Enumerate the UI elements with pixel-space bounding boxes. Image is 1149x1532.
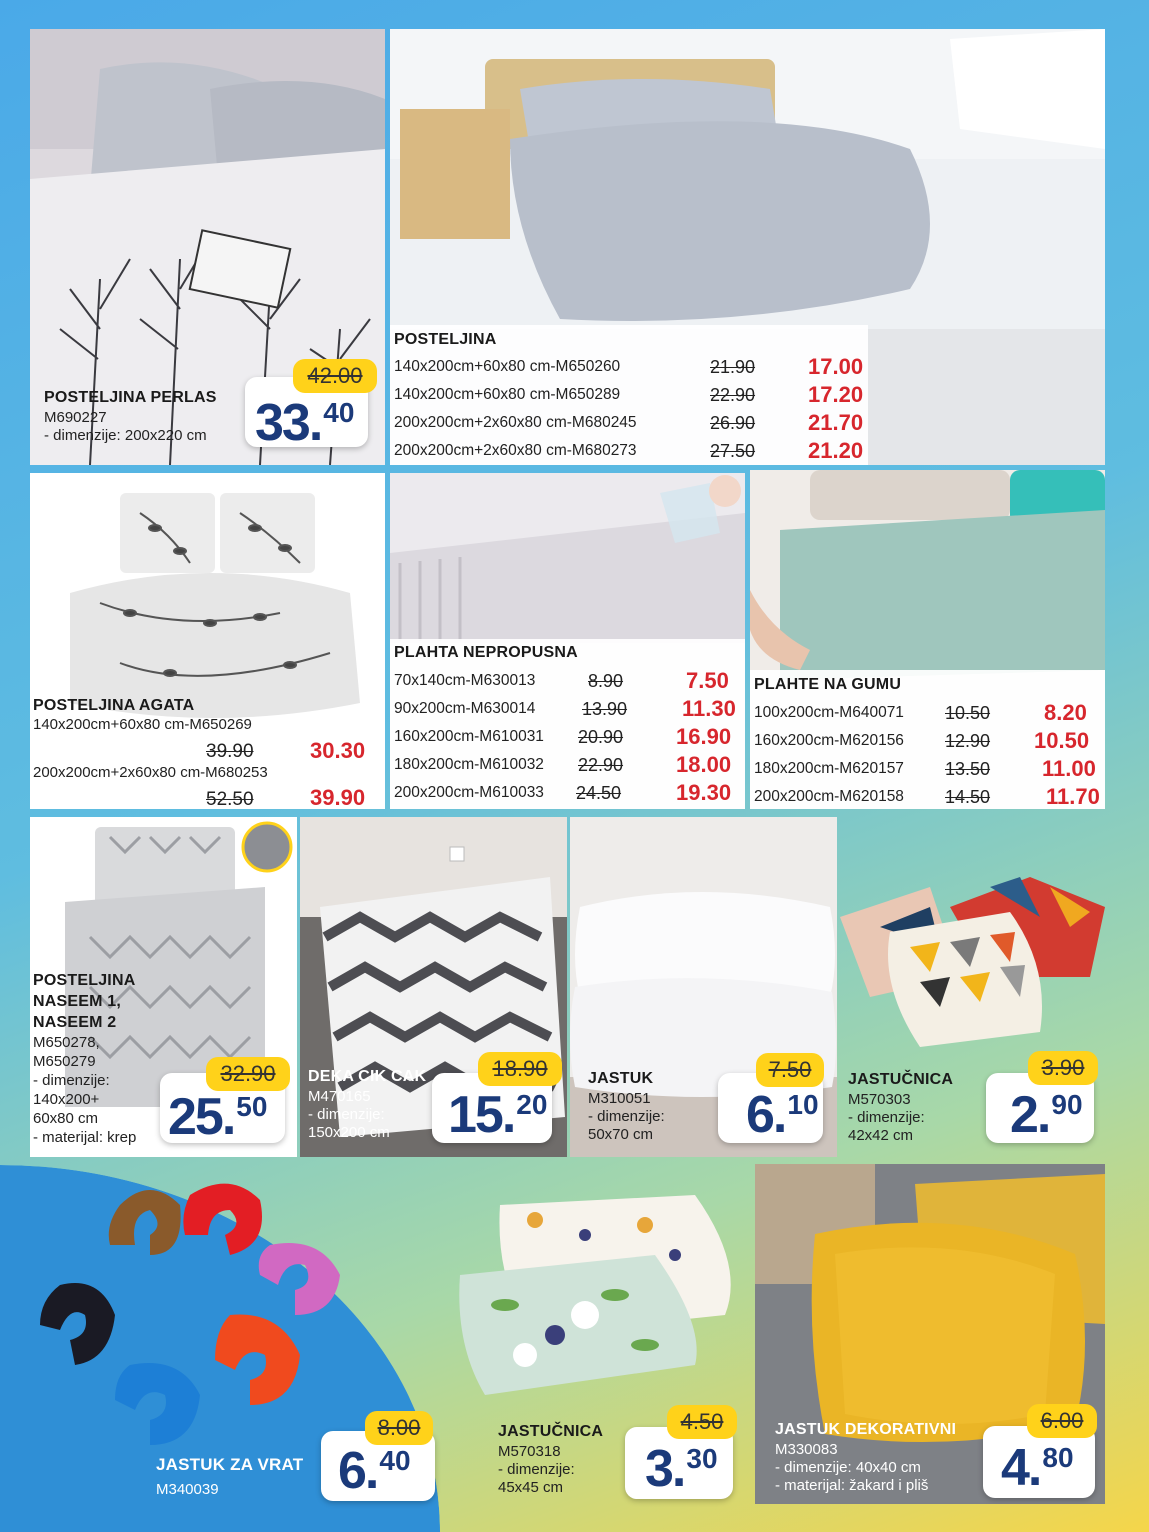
vrat-price: 6.40: [338, 1442, 411, 1500]
gumu-new: 11.70: [1046, 784, 1100, 809]
dekorativni-old-price: 6.00: [1027, 1404, 1097, 1438]
nepropusna-row: [390, 667, 745, 695]
jastucnica2-price-int: 3: [645, 1440, 672, 1498]
gumu-size: 180x200cm-M620157: [754, 760, 904, 777]
deka-code: M470165: [308, 1088, 371, 1105]
nepropusna-row: [390, 751, 745, 779]
nepropusna-new: 18.00: [676, 752, 732, 777]
agata-line2: 200x200cm+2x60x80 cm-M680253: [33, 764, 268, 781]
gumu-old: 12.90: [945, 731, 991, 751]
jastucnica2-title: JASTUČNICA: [498, 1423, 604, 1440]
naseem-title1: POSTELJINA: [33, 972, 136, 989]
nepropusna-price-table: [390, 639, 745, 809]
vrat-title: JASTUK ZA VRAT: [156, 1455, 304, 1474]
product-agata: [30, 473, 385, 809]
agata-title: POSTELJINA AGATA: [33, 697, 195, 714]
naseem-old-price: 32.90: [206, 1057, 290, 1091]
nepropusna-row: [390, 779, 745, 807]
product-dekorativni: [755, 1164, 1105, 1504]
product-jastucnica1: [840, 817, 1105, 1157]
posteljina-old: 27.50: [710, 441, 756, 461]
deka-title: DEKA CIK CAK: [308, 1068, 427, 1085]
nepropusna-size: 180x200cm-M610032: [394, 756, 544, 773]
jastucnica1-dims-label: - dimenzije:: [848, 1109, 925, 1126]
deka-details: [308, 1088, 390, 1142]
posteljina-row: [390, 381, 868, 409]
agata-new2: 39.90: [310, 785, 366, 809]
jastucnica2-dims-label: - dimenzije:: [498, 1461, 575, 1478]
jastuk-old-price: 7.50: [756, 1053, 824, 1087]
jastuk-price-int: 6: [746, 1086, 773, 1144]
jastuk-price-cents: 10: [787, 1089, 819, 1120]
jastucnica2-old-price: 4.50: [667, 1405, 737, 1439]
nepropusna-old: 20.90: [578, 727, 624, 747]
vrat-code: M340039: [156, 1481, 219, 1498]
jastucnica1-price-int: 2: [1010, 1086, 1037, 1144]
naseem-title2: NASEEM 1,: [33, 993, 122, 1010]
gumu-row: [750, 699, 1105, 727]
jastucnica2-dims: 45x45 cm: [498, 1479, 564, 1496]
posteljina-row: [390, 437, 868, 465]
jastucnica1-old-price: 3.90: [1028, 1051, 1098, 1085]
product-vrat: [0, 1165, 440, 1532]
deka-price-cents: 20: [516, 1089, 548, 1120]
jastucnica1-price: 2.90: [1010, 1086, 1083, 1144]
gumu-size: 200x200cm-M620158: [754, 788, 904, 805]
dekorativni-price-int: 4: [1001, 1439, 1028, 1497]
posteljina-size: 140x200cm+60x80 cm-M650260: [394, 358, 621, 375]
product-posteljina: [390, 29, 1105, 465]
gumu-size: 100x200cm-M640071: [754, 704, 904, 721]
nepropusna-old: 13.90: [582, 699, 628, 719]
product-perlas: [30, 29, 385, 465]
gumu-new: 8.20: [1044, 700, 1087, 725]
nepropusna-size: 70x140cm-M630013: [394, 672, 536, 689]
agata-new1: 30.30: [310, 738, 366, 763]
posteljina-price-table: [390, 325, 868, 465]
product-nepropusna: [390, 473, 745, 809]
gumu-size: 160x200cm-M620156: [754, 732, 904, 749]
naseem-price-int: 25: [168, 1088, 222, 1146]
posteljina-new: 21.20: [808, 438, 864, 463]
dekorativni-material: - materijal: žakard i pliš: [775, 1477, 929, 1494]
naseem-material: - materijal: krep: [33, 1129, 137, 1146]
posteljina-old: 26.90: [710, 413, 756, 433]
dekorativni-code: M330083: [775, 1441, 838, 1458]
nepropusna-new: 16.90: [676, 724, 732, 749]
gumu-old: 13.50: [945, 759, 991, 779]
nepropusna-size: 90x200cm-M630014: [394, 700, 536, 717]
jastucnica2-details: [498, 1443, 575, 1497]
jastucnica2-price: 3.30: [645, 1440, 718, 1498]
perlas-code: M690227: [44, 409, 107, 426]
deka-price: 15.20: [448, 1086, 548, 1144]
deka-dims: 150x200 cm: [308, 1124, 390, 1141]
nepropusna-old: 24.50: [576, 783, 622, 803]
deka-old-price: 18.90: [478, 1052, 562, 1086]
jastuk-dims: 50x70 cm: [588, 1126, 654, 1143]
jastucnica1-title: JASTUČNICA: [848, 1071, 954, 1088]
posteljina-title: POSTELJINA: [394, 331, 497, 348]
nepropusna-old: 22.90: [578, 755, 624, 775]
perlas-title: POSTELJINA PERLAS: [44, 389, 217, 406]
dekorativni-price-cents: 80: [1042, 1442, 1074, 1473]
vrat-price-cents: 40: [379, 1445, 411, 1476]
naseem-price: 25.50: [168, 1088, 268, 1146]
jastuk-title: JASTUK: [588, 1070, 654, 1087]
nepropusna-size: 200x200cm-M610033: [394, 784, 544, 801]
deka-price-int: 15: [448, 1086, 502, 1144]
jastucnica2-price-cents: 30: [686, 1443, 718, 1474]
jastucnica1-details: [848, 1091, 925, 1145]
posteljina-old: 21.90: [710, 357, 756, 377]
nepropusna-row: [390, 695, 745, 723]
jastucnica1-price-cents: 90: [1051, 1089, 1083, 1120]
product-gumu: [750, 470, 1105, 809]
jastucnica1-dims: 42x42 cm: [848, 1127, 914, 1144]
posteljina-size: 200x200cm+2x60x80 cm-M680273: [394, 442, 637, 459]
vrat-price-int: 6: [338, 1442, 365, 1500]
posteljina-size: 200x200cm+2x60x80 cm-M680245: [394, 414, 637, 431]
perlas-details: [44, 409, 207, 445]
naseem-details: [33, 970, 136, 1147]
product-deka: [300, 817, 567, 1157]
naseem-code1: M650278,: [33, 1034, 100, 1051]
agata-line1: 140x200cm+60x80 cm-M650269: [33, 716, 252, 733]
nepropusna-new: 19.30: [676, 780, 732, 805]
gumu-old: 10.50: [945, 703, 991, 723]
posteljina-new: 17.00: [808, 354, 864, 379]
posteljina-row: [390, 353, 868, 381]
naseem-price-cents: 50: [236, 1091, 268, 1122]
agata-old2: 52.50: [206, 789, 254, 809]
nepropusna-new: 7.50: [686, 668, 729, 693]
dekorativni-price: 4.80: [1001, 1439, 1074, 1497]
posteljina-size: 140x200cm+60x80 cm-M650289: [394, 386, 621, 403]
gumu-price-table: [750, 670, 1105, 809]
gumu-new: 10.50: [1034, 728, 1090, 753]
posteljina-new: 17.20: [808, 382, 864, 407]
gumu-row: [750, 783, 1105, 809]
nepropusna-new: 11.30: [682, 696, 736, 721]
agata-old1: 39.90: [206, 741, 254, 762]
jastuk-code: M310051: [588, 1090, 651, 1107]
dekorativni-title: JASTUK DEKORATIVNI: [775, 1421, 957, 1438]
gumu-title: PLAHTE NA GUMU: [754, 676, 902, 693]
posteljina-new: 21.70: [808, 410, 864, 435]
nepropusna-row: [390, 723, 745, 751]
posteljina-row: [390, 409, 868, 437]
product-jastucnica2: [445, 1165, 745, 1532]
nepropusna-old: 8.90: [588, 671, 624, 691]
nepropusna-size: 160x200cm-M610031: [394, 728, 544, 745]
dekorativni-dims: - dimenzije: 40x40 cm: [775, 1459, 921, 1476]
jastuk-dims-label: - dimenzije:: [588, 1108, 665, 1125]
naseem-title3: NASEEM 2: [33, 1014, 117, 1031]
jastuk-price: 6.10: [746, 1086, 819, 1144]
vrat-old-price: 8.00: [365, 1411, 433, 1445]
jastucnica2-code: M570318: [498, 1443, 561, 1460]
gumu-old: 14.50: [945, 787, 991, 807]
nepropusna-title: PLAHTA NEPROPUSNA: [394, 644, 578, 661]
naseem-code2: M650279: [33, 1053, 96, 1070]
naseem-dims2: 60x80 cm: [33, 1110, 99, 1127]
perlas-price-cents: 40: [323, 397, 355, 428]
deka-dims-label: - dimenzije:: [308, 1106, 385, 1123]
naseem-dims1: 140x200+: [33, 1091, 100, 1108]
dekorativni-details: [775, 1441, 928, 1495]
perlas-price: 33.40: [255, 394, 355, 452]
product-naseem: [30, 817, 297, 1157]
perlas-price-int: 33: [255, 394, 309, 452]
gumu-row: [750, 755, 1105, 783]
perlas-dims: - dimenzije: 200x220 cm: [44, 427, 207, 444]
gumu-new: 11.00: [1042, 756, 1096, 781]
product-jastuk: [570, 817, 837, 1157]
naseem-dims-label: - dimenzije:: [33, 1072, 110, 1089]
posteljina-old: 22.90: [710, 385, 756, 405]
jastucnica1-code: M570303: [848, 1091, 911, 1108]
gumu-row: [750, 727, 1105, 755]
perlas-old-price: 42.00: [293, 359, 377, 393]
jastuk-details: [588, 1090, 665, 1144]
